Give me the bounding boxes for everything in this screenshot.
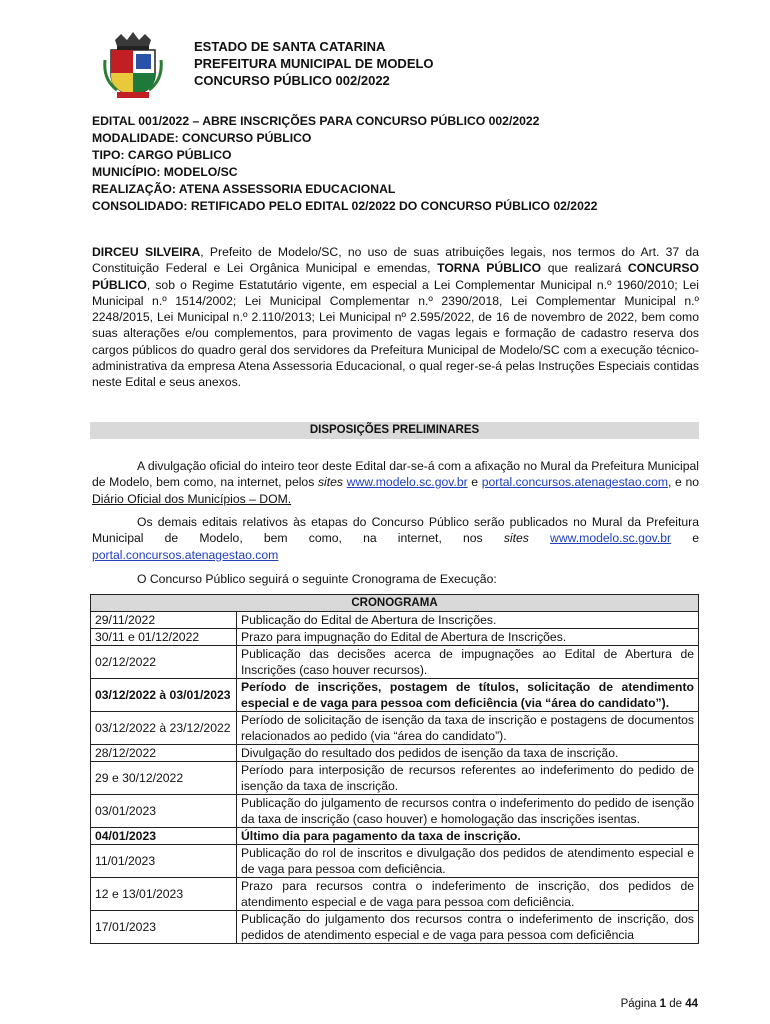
header-state: ESTADO DE SANTA CATARINA [194,39,386,54]
cronograma-description: Publicação do rol de inscritos e divulgação dos pedidos de atendimento especial e de vaga para pessoa com deficiência. [237,845,699,878]
torna-publico: TORNA PÚBLICO [437,261,542,276]
cronograma-date: 04/01/2023 [91,828,237,845]
para-text: e [467,475,482,490]
intro-text: que realizará [541,261,628,276]
cronograma-date: 29/11/2022 [91,612,237,629]
cronograma-date: 28/12/2022 [91,745,237,762]
paragraph-divulgacao [92,458,699,507]
dom-reference: Diário Oficial dos Municípios – DOM. [92,491,292,506]
para-text: , e no [668,475,700,490]
meta-realizacao: REALIZAÇÃO: ATENA ASSESSORIA EDUCACIONAL [92,182,396,196]
sites-word: sites [503,531,529,546]
cronograma-description: Publicação do Edital de Abertura de Inscrições. [237,612,699,629]
sites-word: sites [317,475,343,490]
para-text: Os demais editais relativos às etapas do Concurso Público serão publicados no Mural da Prefeitura Municipal de Modelo, bem como, na internet, nos [92,515,699,546]
cronograma-table [90,594,699,944]
footer-label: Página [620,998,657,1010]
intro-paragraph [92,244,699,391]
table-row [91,828,699,845]
cronograma-description: Período de inscrições, postagem de títulos, solicitação de atendimento especial e de vaga para pessoa com deficiência (via “área do candidato”). [237,679,699,712]
edital-meta [92,113,597,215]
table-row [91,612,699,629]
meta-municipio: MUNICÍPIO: MODELO/SC [92,165,238,179]
cronograma-date: 11/01/2023 [91,845,237,878]
meta-consolidado: CONSOLIDADO: RETIFICADO PELO EDITAL 02/2022 DO CONCURSO PÚBLICO 02/2022 [92,199,598,213]
link-modelo-site[interactable]: www.modelo.sc.gov.br [346,475,468,490]
para-text: e [671,531,700,546]
mayor-name: DIRCEU SILVEIRA [92,245,201,259]
table-row [91,762,699,795]
paragraph-editais [92,514,699,563]
table-row [91,795,699,828]
concurso-publico: CONCURSO PÚBLICO [92,261,699,292]
cronograma-date: 30/11 e 01/12/2022 [91,629,237,646]
cronograma-description: Publicação do julgamento de recursos contra o indeferimento do pedido de isenção da taxa de inscrição (caso houver) e homologação das inscrições isentas. [237,795,699,828]
cronograma-description: Publicação do julgamento dos recursos contra o indeferimento de inscrição, dos pedidos de atendimento especial e de vaga para pessoa com deficiência [237,911,699,944]
footer-current-page: 1 [659,998,666,1010]
link-atena-portal[interactable]: portal.concursos.atenagestao.com [92,547,279,562]
table-row [91,745,699,762]
table-row [91,845,699,878]
header-contest: CONCURSO PÚBLICO 002/2022 [194,73,390,88]
cronograma-title: CRONOGRAMA [91,595,699,612]
cronograma-description: Prazo para recursos contra o indeferimento de inscrição, dos pedidos de atendimento especial e de vaga para pessoa com deficiência. [237,878,699,911]
cronograma-date: 29 e 30/12/2022 [91,762,237,795]
para-text: A divulgação oficial do inteiro teor deste Edital dar-se-á com a afixação no Mural da Prefeitura Municipal de Modelo, bem como, na internet, pelos [92,459,699,490]
table-row [91,629,699,646]
meta-tipo: TIPO: CARGO PÚBLICO [92,148,232,162]
cronograma-date: 03/01/2023 [91,795,237,828]
footer-total-pages: 44 [685,998,698,1010]
intro-text: , Prefeito de Modelo/SC, no uso de suas atribuições legais, nos termos do Art. 37 da Constituição Federal e Lei Orgânica Municipal e emendas, [92,245,699,276]
cronograma-date: 12 e 13/01/2023 [91,878,237,911]
page-footer [621,998,698,1010]
para-text: O Concurso Público seguirá o seguinte Cronograma de Execução: [137,572,497,586]
table-row [91,679,699,712]
cronograma-date: 17/01/2023 [91,911,237,944]
cronograma-date: 03/12/2022 à 23/12/2022 [91,712,237,745]
table-row [91,646,699,679]
municipal-crest-logo [103,30,163,102]
cronograma-description: Prazo para impugnação do Edital de Abertura de Inscrições. [237,629,699,646]
meta-edital: EDITAL 001/2022 – ABRE INSCRIÇÕES PARA CONCURSO PÚBLICO 002/2022 [92,114,540,128]
cronograma-description: Último dia para pagamento da taxa de inscrição. [237,828,699,845]
cronograma-date: 02/12/2022 [91,646,237,679]
cronograma-description: Publicação das decisões acerca de impugnações ao Edital de Abertura de Inscrições (caso houver recursos). [237,646,699,679]
cronograma-description: Período de solicitação de isenção da taxa de inscrição e postagens de documentos relacionados ao pedido (via “área do candidato”). [237,712,699,745]
document-header [194,38,434,89]
table-row [91,911,699,944]
header-prefecture: PREFEITURA MUNICIPAL DE MODELO [194,56,434,71]
footer-of: de [669,998,682,1010]
table-row [91,712,699,745]
intro-text: , sob o Regime Estatutário vigente, em especial a Lei Complementar Municipal n.º 1960/2010; Lei Municipal n.º 1514/2002; Lei Municipal Complementar n.º 2390/2018, Lei Complementar Municipal n.º 2248/2015, Lei Municipal n.º 2.110/2013; Lei Municipal nº 2.595/2022, de 16 de novembro de 2022, bem como suas alterações e/ou complementos, para provimento de vagas legais e formação de cadastro reserva dos cargos públicos do quadro geral dos servidores da Prefeitura Municipal de Modelo/SC com a execução técnico-administrativa da empresa Atena Assessoria Educacional, o qual reger-se-á pelas Instruções Especiais contidas neste Edital e seus anexos. [92,277,699,390]
table-row [91,878,699,911]
cronograma-description: Divulgação do resultado dos pedidos de isenção da taxa de inscrição. [237,745,699,762]
cronograma-description: Período para interposição de recursos referentes ao indeferimento do pedido de isenção da taxa de inscrição. [237,762,699,795]
meta-modalidade: MODALIDADE: CONCURSO PÚBLICO [92,131,312,145]
section-title: DISPOSIÇÕES PRELIMINARES [90,422,699,439]
paragraph-cronograma-intro [92,571,699,587]
link-atena-portal[interactable]: portal.concursos.atenagestao.com [481,475,669,490]
link-modelo-site[interactable]: www.modelo.sc.gov.br [550,531,672,546]
cronograma-date: 03/12/2022 à 03/01/2023 [91,679,237,712]
